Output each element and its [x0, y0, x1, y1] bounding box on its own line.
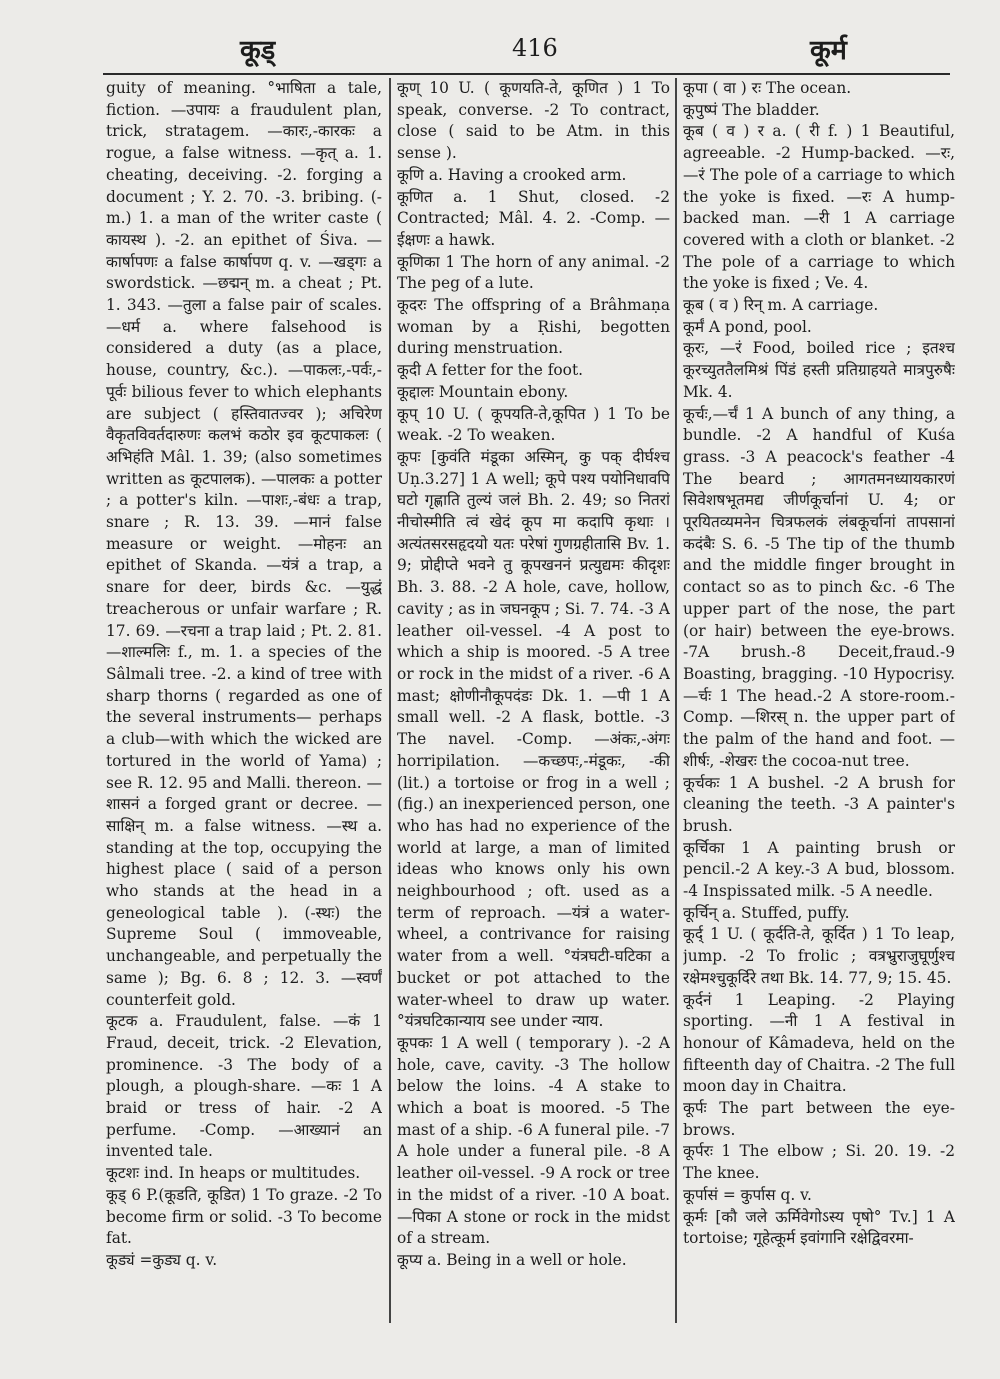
left-running-headword: कूड् — [240, 35, 276, 66]
dictionary-entry: कूर्मं A pond, pool. — [683, 317, 812, 336]
dictionary-entry: कूर्परः 1 The elbow ; Si. 20. 19. -2 The knee. — [683, 1142, 955, 1183]
header-rule — [103, 73, 950, 75]
page-header — [0, 30, 1000, 70]
dictionary-entry: कूर्चः,—र्चं 1 A bunch of any thing, a bundle. -2 A handful of Kuśa grass. -3 A peacock's feather -4 The beard ; आगतमनध्यायकारणं सिवेशषभूतमद्य जीर्णकूर्चानां U. 4; or पूरयितव्यमनेन चित्रफलकं लंबकूर्चानां तापसानां कदंबैः S. 6. -5 The tip of the thumb and the middle finger brought in contact so as to pinch &c. -6 The upper part of the nose, the part (or hair) between the eye-brows. -7A brush.-8 Deceit,fraud.-9 Boasting, bragging. -10 Hypocrisy. —र्चः 1 The head.-2 A store-room.-Comp. —शिरस् n. the upper part of the palm of the hand and foot. —शीर्षः, -शेखरः the cocoa-nut tree. — [683, 404, 955, 770]
dictionary-entry: कूपा ( वा ) रः The ocean. — [683, 79, 852, 97]
right-running-headword: कूर्म — [810, 35, 847, 66]
dictionary-entry: कूर्मः [कौ जले ऊर्मिवेगोऽस्य पृषो° Tv.] 1 A tortoise; गूहेत्कूर्म इवांगानि रक्षेद्विवरमा- — [683, 1207, 955, 1248]
column-left — [106, 78, 382, 1368]
dictionary-entry: कूणिका 1 The horn of any animal. -2 The peg of a lute. — [397, 252, 670, 293]
dictionary-entry: कूरः, —रं Food, boiled rice ; इतश्च कूरच्युततैलमिश्रं पिंडं हस्ती प्रतिग्राहयते मात्रपुरुषैः Mk. 4. — [683, 339, 955, 401]
column-middle — [397, 78, 670, 1368]
dictionary-entry: कूड् 6 P.(कूडति, कूडित) 1 To graze. -2 To become firm or solid. -3 To become fat. — [106, 1185, 382, 1248]
dictionary-entry: कूर्चिन् a. Stuffed, puffy. — [683, 903, 850, 922]
dictionary-entry: कूब ( व ) र a. ( री f. ) 1 Beautiful, agreeable. -2 Hump-backed. —रः, —रं The pole of a carriage to which the yoke is fixed. —रः A hump-backed man. —री 1 A carriage covered with a cloth or blanket. -2 The pole of a carriage to which the yoke is fixed ; Ve. 4. — [683, 122, 955, 293]
dictionary-entry: कूर्दनं 1 Leaping. -2 Playing sporting. —नी 1 A festival in honour of Kâmadeva, held on the fifteenth day of Chaitra. -2 The full moon day in Chaitra. — [683, 990, 955, 1096]
dictionary-entry: कूब ( व ) रिन् m. A carriage. — [683, 296, 879, 315]
dictionary-entry: कूटक a. Fraudulent, false. —कं 1 Fraud, deceit, trick. -2 Elevation, prominence. -3 The body of a plough, a plough-share. —कः 1 A braid or tress of hair. -2 A perfume. -Comp. —आख्यानं an invented tale. — [106, 1012, 382, 1161]
dictionary-entry: कूर्द् 1 U. ( कूर्दति-ते, कूर्दित ) 1 To leap, jump. -2 To frolic ; वत्रभ्रुराजुघूर्णुश्च रक्षेमश्चुकूर्दिरे तथा Bk. 14. 77, 9; 15. 45. — [683, 925, 955, 987]
dictionary-entry: कूपः [कुवंति मंडूका अस्मिन्, कु पक् दीर्घश्च Uṇ.3.27] 1 A well; कूपे पश्य पयोनिधावपि घटो गृह्णाति तुल्यं जलं Bh. 2. 49; so नितरां नीचोस्मीति त्वं खेदं कूप मा कदापि कृथाः । अत्यंतसरसहृदयो यतः परेषां गुणग्रहीतासि Bv. 1. 9; प्रोद्दीप्ते भवने तु कूपखननं प्रत्युद्यमः कीदृशः Bh. 3. 88. -2 A hole, cave, hollow, cavity ; as in जघनकूप ; Si. 7. 74. -3 A leather oil-vessel. -4 A post to which a ship is moored. -5 A tree or rock in the midst of a river. -6 A mast; क्षोणीनौकूपदंडः Dk. 1. —पी 1 A small well. -2 A flask, bottle. -3 The navel. -Comp. —अंकः,-अंगः horripilation. —कच्छपः,-मंडूकः, -की (lit.) a tortoise or frog in a well ; (fig.) an inexperienced person, one who has had no experience of the world at large, a man of limited ideas who knows only his own neighbourhood ; oft. used as a term of reproach. —यंत्रं a water-wheel, a contrivance for raising water from a well. °यंत्रघटी-घटिका a bucket or pot attached to the water-wheel to draw up water. °यंत्रघटिकान्याय see under न्याय. — [397, 447, 670, 1031]
dictionary-entry: कूप्य a. Being in a well or hole. — [397, 1250, 627, 1269]
dictionary-entry: कूदरः The offspring of a Brâhmaṇa woman by a Ṛishi, begotten during menstruation. — [397, 296, 670, 358]
column-right — [683, 78, 955, 1368]
dictionary-entry: कूणित a. 1 Shut, closed. -2 Contracted; Mâl. 4. 2. -Comp. —ईक्षणः a hawk. — [397, 187, 670, 249]
dictionary-entry: कूर्पः The part between the eye-brows. — [683, 1099, 955, 1139]
dictionary-entry: guity of meaning. °भाषिता a tale, fiction. —उपायः a fraudulent plan, trick, stratagem. —कारः,-कारकः a rogue, a false witness. —कृत् a. 1. cheating, deceiving. -2. forging a document ; Y. 2. 70. -3. bribing. (-m.) 1. a man of the writer caste ( कायस्थ ). -2. an epithet of Śiva. —कार्षापणः a false कार्षापण q. v. —खड्गः a swordstick. —छद्मन् m. a cheat ; Pt. 1. 343. —तुला a false pair of scales. —धर्म a. where falsehood is considered a duty (as a place, house, country, &c.). —पाकलः,-पर्वः,-पूर्वः bilious fever to which elephants are subject ( हस्तिवातज्वर ); अचिरेण वैकृतविवर्तदारुणः कलभं कठोर इव कूटपाकलः ( अभिहंति Mâl. 1. 39; (also sometimes written as कूटपालक). —पालकः a potter ; a potter's kiln. —पाशः,-बंधः a trap, snare ; R. 13. 39. —मानं false measure or weight. —मोहनः an epithet of Skanda. —यंत्रं a trap, a snare for deer, birds &c. —युद्धं treacherous or unfair warfare ; R. 17. 69. —रचना a trap laid ; Pt. 2. 81. —शाल्मलिः f., m. 1. a species of the Sâlmali tree. -2. a kind of tree with sharp thorns ( regarded as one of the several instruments— perhaps a club—with which the wicked are tortured in the world of Yama) ; see R. 12. 95 and Malli. thereon. —शासनं a forged grant or decree. —साक्षिन् m. a false witness. —स्थ a. standing at the top, occupying the highest place ( said of a person who stands at the head in a geneological table ). (-स्थः) the Supreme Soul ( immoveable, unchangeable, and perpetually the same ); Bg. 6. 8 ; 12. 3. —स्वर्णं counterfeit gold. — [106, 79, 382, 1009]
column-divider-2 — [675, 78, 677, 1323]
dictionary-entry: कूर्चिका 1 A painting brush or pencil.-2 A key.-3 A bud, blossom. -4 Inspissated milk. -5 A needle. — [683, 838, 955, 901]
dictionary-entry: कूप् 10 U. ( कूपयति-ते,कूपित ) 1 To be weak. -2 To weaken. — [397, 404, 670, 445]
page-number: 416 — [512, 34, 558, 62]
dictionary-entry: कूर्पासं = कुर्पास q. v. — [683, 1185, 812, 1204]
dictionary-entry: कूड्यं =कुड्य q. v. — [106, 1250, 218, 1269]
dictionary-entry: कूटशः ind. In heaps or multitudes. — [106, 1164, 361, 1183]
dictionary-entry: कूदी A fetter for the foot. — [397, 361, 584, 380]
dictionary-entry: कूर्चकः 1 A bushel. -2 A brush for cleaning the teeth. -3 A painter's brush. — [683, 773, 955, 835]
dictionary-entry: कूणि a. Having a crooked arm. — [397, 165, 627, 184]
dictionary-entry: कूद्दालः Mountain ebony. — [397, 382, 569, 401]
column-divider-1 — [389, 78, 391, 1323]
dictionary-entry: कूपुष्पं The bladder. — [683, 100, 820, 119]
dictionary-entry: कूण् 10 U. ( कूणयति-ते, कूणित ) 1 To speak, converse. -2 To contract, close ( said to be Atm. in this sense ). — [397, 79, 670, 163]
dictionary-entry: कूपकः 1 A well ( temporary ). -2 A hole, cave, cavity. -3 The hollow below the loins. -4 A stake to which a boat is moored. -5 The mast of a ship. -6 A funeral pile. -7 A hole under a funeral pile. -8 A leather oil-vessel. -9 A rock or tree in the midst of a river. -10 A boat. —पिका A stone or rock in the midst of a stream. — [397, 1033, 670, 1248]
